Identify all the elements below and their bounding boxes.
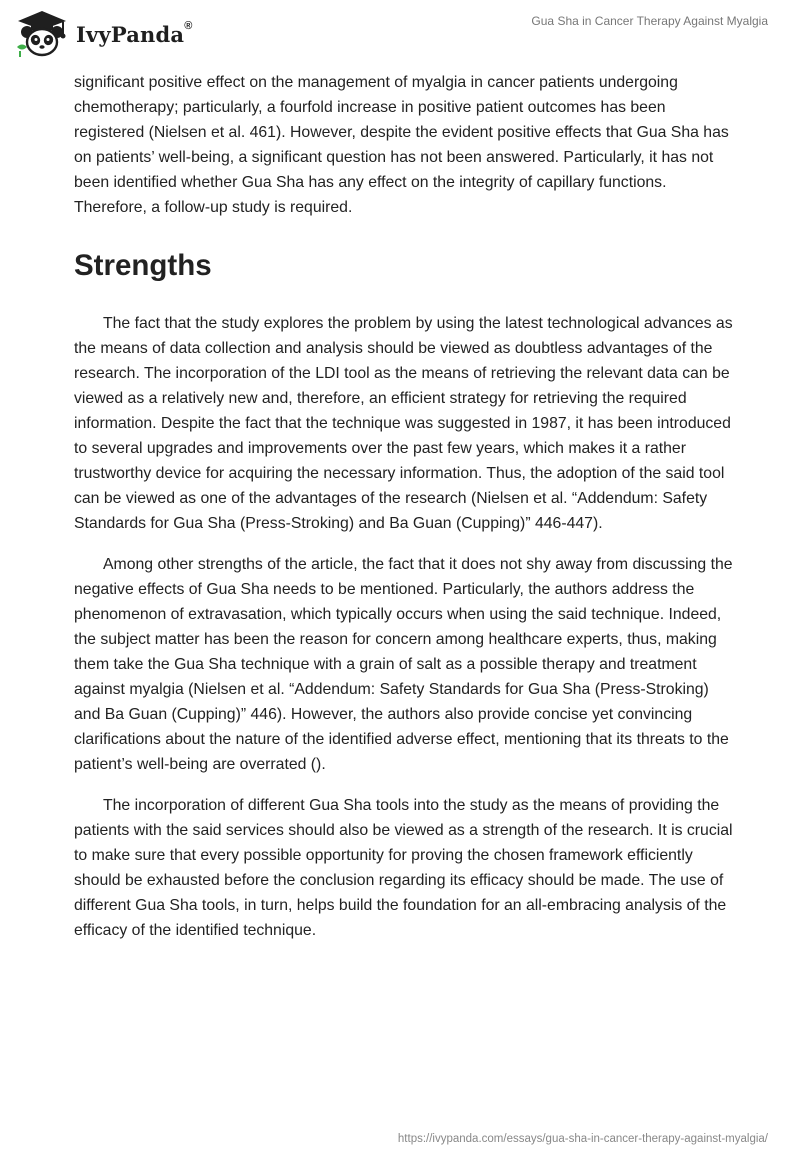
source-url-link[interactable]: https://ivypanda.com/essays/gua-sha-in-cancer-therapy-against-myalgia/ [397, 1133, 768, 1145]
section-heading-strengths: Strengths [74, 249, 212, 282]
brand-name-text: IvyPanda [76, 21, 185, 47]
intro-paragraph: significant positive effect on the management of myalgia in cancer patients undergoing chemotherapy; particularly, a fourfold increase in positive patient outcomes has been registered (Nielsen et al. 461). However, despite the evident positive effects that Gua Sha has on patients’ well-being, a significant question has not been answered. Particularly, it has not been identified whether Gua Sha has any effect on the integrity of capillary functions. Therefore, a follow-up study is required. [74, 74, 729, 216]
body-paragraph: Among other strengths of the article, the fact that it does not shy away from discussing the negative effects of Gua Sha needs to be mentioned. Particularly, the authors address the phenomenon of extravasation, which typically occurs when using the said technique. Indeed, the subject matter has been the reason for concern among healthcare experts, thus, making them take the Gua Sha technique with a grain of salt as a possible therapy and treatment against myalgia (Nielsen et al. “Addendum: Safety Standards for Gua Sha (Press-Stroking) and Ba Guan (Cupping)” 446). However, the authors also provide concise yet convincing clarifications about the nature of the identified adverse effect, mentioning that its threats to the patient’s well-being are overrated (). [74, 556, 733, 773]
page-header [0, 0, 800, 70]
essay-content [74, 70, 734, 943]
body-paragraph: The fact that the study explores the problem by using the latest technological advances as the means of data collection and analysis should be viewed as doubtless advantages of the research. The incorporation of the LDI tool as the means of retrieving the relevant data can be viewed as a relatively new and, therefore, an efficient strategy for retrieving the required information. Despite the fact that the technique was suggested in 1987, it has been introduced to several upgrades and improvements over the past few years, which makes it a rather trustworthy device for acquiring the necessary information. Thus, the adoption of the said tool can be viewed as one of the advantages of the research (Nielsen et al. “Addendum: Safety Standards for Gua Sha (Press-Stroking) and Ba Guan (Cupping)” 446-447). [74, 315, 733, 532]
panda-graduate-icon [14, 9, 70, 59]
brand-name [76, 19, 193, 47]
body-paragraph: The incorporation of different Gua Sha tools into the study as the means of providing the patients with the said services should also be viewed as a strength of the research. It is crucial to make sure that every possible opportunity for proving the chosen framework efficiently should be exhausted before the conclusion regarding its efficacy should be made. The use of different Gua Sha tools, in turn, helps build the foundation for an all-embracing analysis of the efficacy of the identified technique. [74, 797, 733, 939]
document-title: Gua Sha in Cancer Therapy Against Myalgia [531, 14, 768, 28]
brand-logo[interactable] [14, 8, 193, 60]
registered-mark: ® [184, 19, 193, 32]
